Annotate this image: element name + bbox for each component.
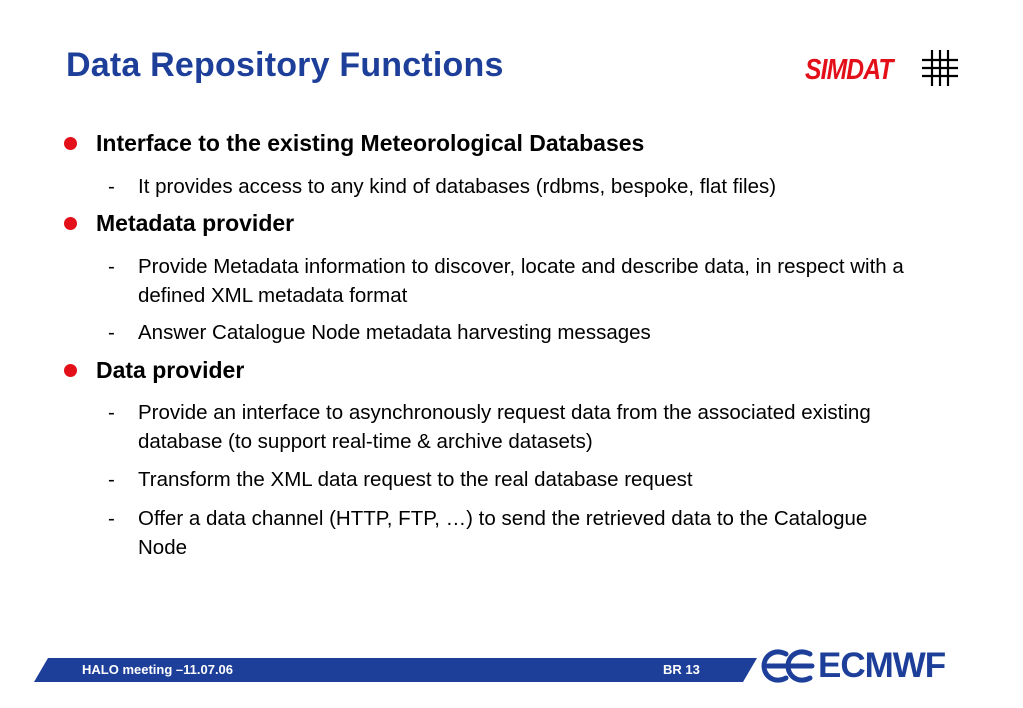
bullet-item (64, 210, 294, 237)
sub-item-text: Provide an interface to asynchronously request data from the associated existing database (to support real-time & archive datasets) (138, 401, 871, 453)
bullet-dot-icon (64, 217, 77, 230)
bullet-item (64, 130, 644, 157)
sub-item-text: Transform the XML data request to the real database request (138, 468, 693, 491)
sub-item-text: Provide Metadata information to discover, locate and describe data, in respect with a defined XML metadata format (138, 255, 904, 307)
dash-icon: - (108, 321, 115, 344)
sub-item-text: Answer Catalogue Node metadata harvesting messages (138, 321, 651, 344)
sub-item (108, 252, 908, 310)
sub-item (108, 172, 908, 201)
simdat-grid-icon (922, 50, 958, 86)
dash-icon: - (108, 255, 115, 278)
bullet-dot-icon (64, 137, 77, 150)
slide-title: Data Repository Functions (66, 46, 504, 84)
dash-icon: - (108, 507, 115, 530)
dash-icon: - (108, 401, 115, 424)
ecmwf-logo (760, 646, 945, 686)
ecmwf-wave-icon (760, 646, 816, 686)
sub-item (108, 318, 908, 347)
bullet-text: Data provider (96, 357, 245, 383)
footer-meeting-label: HALO meeting –11.07.06 (82, 662, 234, 677)
sub-item (108, 504, 908, 562)
bullet-text: Metadata provider (96, 210, 295, 236)
simdat-logo (805, 47, 908, 93)
sub-item-text: It provides access to any kind of databases (rdbms, bespoke, flat files) (138, 175, 777, 198)
bullet-item (64, 357, 244, 384)
simdat-logo-text: SIMDAT (805, 53, 893, 86)
ecmwf-logo-text: ECMWF (818, 646, 946, 685)
sub-item-text: Offer a data channel (HTTP, FTP, …) to send the retrieved data to the Catalogue Node (138, 507, 868, 559)
dash-icon: - (108, 175, 115, 198)
sub-item (108, 398, 908, 456)
footer-page-number: BR 13 (663, 662, 700, 677)
dash-icon: - (108, 468, 115, 491)
sub-item (108, 465, 908, 494)
bullet-text: Interface to the existing Meteorological Databases (96, 130, 645, 156)
bullet-dot-icon (64, 364, 77, 377)
